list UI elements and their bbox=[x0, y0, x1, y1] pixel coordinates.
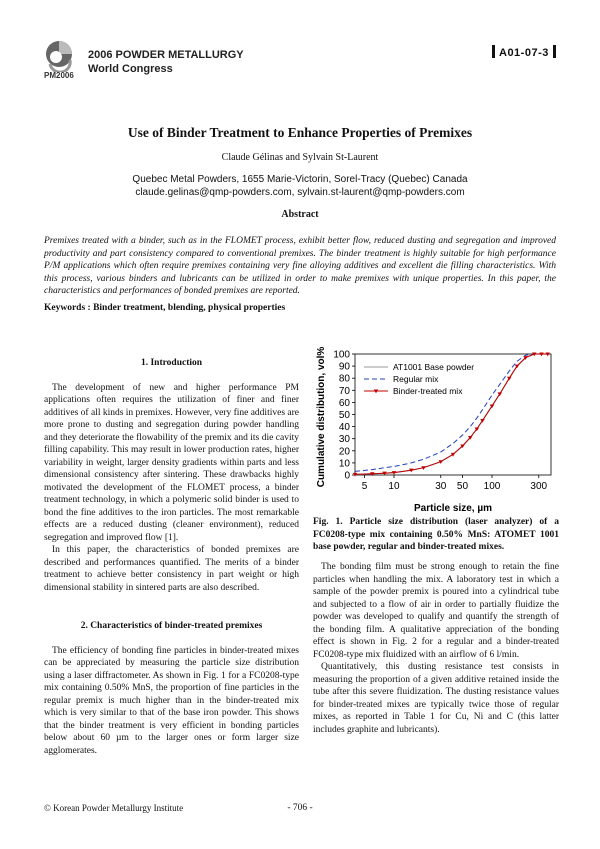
logo-badge: PM2006 bbox=[44, 71, 74, 80]
abstract-text: Premixes treated with a binder, such as in the FLOMET process, exhibit better flow, reduced dusting and segregation and improved productivity and part consistency compared to conventional premixes. The binder treatment is highly suitable for high performance P/M applications which often require premixes containing very fine alloying additives and excellent die filling characteristics. With this process, various binders and lubricants can be utilized in order to make premixes with unique properties. In this paper, the characteristics and performances of bonded premixes are reported. bbox=[44, 236, 556, 296]
x-tick-label: 5 bbox=[361, 481, 368, 492]
affiliation-emails: claude.gelinas@qmp-powders.com, sylvain.st-laurent@qmp-powders.com bbox=[135, 187, 465, 198]
x-tick-label: 30 bbox=[435, 481, 447, 492]
figure1-caption: Fig. 1. Particle size distribution (laser analyzer) of a FC0208-type mix containing 0.50% MnS: ATOMET 1001 base powder, regular and binder-treated mixes. bbox=[313, 517, 559, 552]
y-tick-label: 100 bbox=[333, 349, 350, 361]
legend-label: Binder-treated mix bbox=[393, 386, 463, 396]
section1-para1: The development of new and higher performance PM applications often requires the utilization of finer and finer additives of all kinds in premixes. However, very fine additives are more prone to dusting and segregation during powder handling and they deteriorate the flowability of the premix and its die cavity filling capability. This may result in lower production rates, higher variability in weight, larger density gradients within parts and less dimensional consistency after sintering. These drawbacks highly motivated the development of the FLOMET process, a binder treatment technology, in which a polymeric solid binder is used to bond the fine additives to the iron particles. The most remarkable effects are a reduced dusting (cleaner environment), reduced segregation and improved flow [1]. bbox=[44, 382, 299, 543]
left-column bbox=[44, 357, 299, 757]
right-para2: Quantitatively, this dusting resistance test consists in measuring the proportion of a given additive retained inside the tube after this severe fluidization. The dusting resistance values for binder-treated mixes are typically twice those of regular mixes, as reported in Table 1 for Cu, Ni and C (this latter includes graphite and lubricants). bbox=[313, 662, 559, 735]
y-tick-label: 60 bbox=[338, 397, 350, 409]
right-column bbox=[313, 561, 559, 736]
y-tick-label: 30 bbox=[338, 434, 350, 446]
logo-line1: 2006 POWDER METALLURGY bbox=[88, 49, 244, 61]
x-axis-label: Particle size, µm bbox=[413, 503, 493, 514]
section1-heading: 1. Introduction bbox=[140, 358, 203, 368]
y-tick-label: 70 bbox=[338, 385, 350, 397]
x-tick-label: 300 bbox=[530, 481, 548, 492]
x-tick-label: 100 bbox=[483, 481, 501, 492]
affiliation-address: Quebec Metal Powders, 1655 Marie-Victorin, Sorel-Tracy (Quebec) Canada bbox=[132, 174, 468, 185]
congress-logo-icon bbox=[44, 40, 78, 72]
paper-title: Use of Binder Treatment to Enhance Properties of Premixes bbox=[127, 125, 473, 140]
x-tick-label: 10 bbox=[388, 481, 400, 492]
footer-copyright: © Korean Powder Metallurgy Institute bbox=[44, 803, 184, 813]
affiliation bbox=[0, 173, 600, 199]
right-para1: The bonding film must be strong enough to retain the fine particles when handling the mix. A laboratory test in which a sample of the powder premix is poured into a cylindrical tube and subjected to a flow of air in order to partially fluidize the powder was developed to qualify and quantify the strength of the bonding film. A qualitative appreciation of the bonding effect is shown in Fig. 2 for a regular and a binder-treated FC0208-type mix fluidized with an airflow of 6 l/min. bbox=[313, 562, 559, 660]
plot-area bbox=[355, 354, 551, 475]
y-axis-label: Cumulative distribution, vol% bbox=[316, 346, 327, 488]
legend-label: AT1001 Base powder bbox=[393, 362, 475, 372]
section2-para1: The efficiency of bonding fine particles in binder-treated mixes can be appreciated by measuring the particle size distribution using a laser diffractometer. As shown in Fig. 1 for a FC0208-type mix containing 0.50% MnS, the proportion of fine particles in the regular premix is much higher than in the binder-treated mix which is very similar to that of the base iron powder. This shows that the binder treatment is very efficient in bonding particles below about 60 µm to the larger ones or form larger size agglomerates. bbox=[44, 645, 299, 756]
series-line-binder-treated-mix bbox=[355, 354, 548, 474]
y-tick-label: 80 bbox=[338, 373, 350, 385]
logo-line2: World Congress bbox=[88, 63, 173, 75]
y-tick-label: 10 bbox=[338, 458, 350, 470]
page-number: - 706 - bbox=[287, 803, 313, 813]
paper-code bbox=[488, 45, 560, 59]
y-tick-label: 50 bbox=[338, 410, 350, 421]
legend-label: Regular mix bbox=[393, 374, 439, 384]
section1-para2: In this paper, the characteristics of bonded premixes are described and performances quantified. The merits of a binder treatment to achieve better consistency in part weight or high dimensional stability in sintered parts are also described. bbox=[44, 545, 299, 593]
x-tick-label: 50 bbox=[456, 481, 469, 492]
y-tick-label: 90 bbox=[338, 361, 350, 373]
authors: Claude Gélinas and Sylvain St-Laurent bbox=[221, 152, 379, 163]
congress-name bbox=[88, 48, 244, 76]
keywords: Keywords : Binder treatment, blending, physical properties bbox=[44, 303, 286, 313]
y-tick-label: 0 bbox=[344, 470, 350, 482]
section2-heading: 2. Characteristics of binder-treated premixes bbox=[80, 621, 263, 631]
y-tick-label: 20 bbox=[338, 446, 350, 458]
particle-size-chart bbox=[308, 345, 563, 515]
series-line-at1001-base-powder bbox=[355, 354, 548, 474]
y-tick-label: 40 bbox=[338, 422, 350, 434]
abstract-heading: Abstract bbox=[281, 209, 319, 220]
paper-code-text: A01-07-3 bbox=[499, 47, 549, 59]
